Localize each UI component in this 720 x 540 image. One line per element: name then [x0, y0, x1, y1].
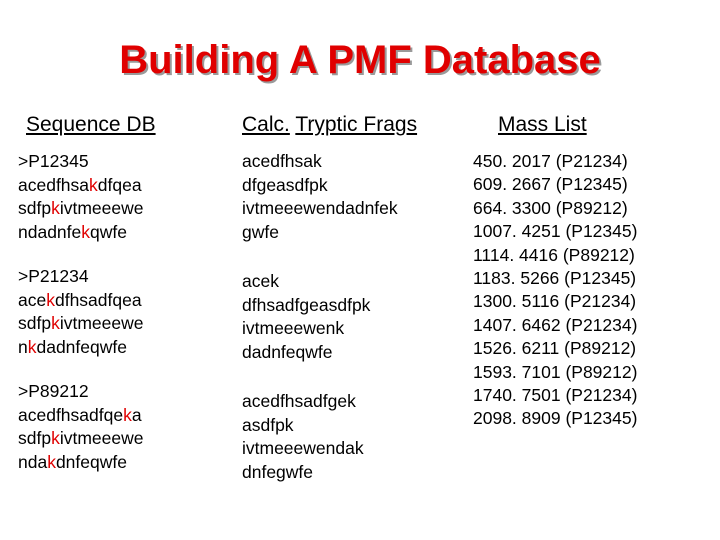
mass-entry: 450. 2017 (P21234) — [473, 151, 628, 171]
header-sequence-db-label: Sequence DB — [26, 113, 156, 136]
header-mass-list — [498, 113, 587, 137]
sequence-segment: nda — [18, 451, 48, 472]
mass-list-column — [473, 150, 637, 431]
fragment-line: dnfegwfe — [242, 461, 314, 482]
cleavage-site-k: k — [51, 428, 60, 448]
mass-entry: 1593. 7101 (P89212) — [473, 361, 638, 382]
header-tryptic-frags — [242, 113, 417, 137]
fragment-line: dadnfeqwfe — [242, 341, 333, 362]
sequence-line — [18, 336, 143, 360]
sequence-segment: ivtmeeewe — [59, 428, 144, 448]
mass-entry: 2098. 8909 (P12345) — [473, 408, 638, 429]
mass-entry: 1740. 7501 (P21234) — [473, 385, 638, 406]
sequence-segment: n — [18, 336, 28, 357]
mass-entry: 1007. 4251 (P12345) — [473, 221, 638, 242]
fragment-line: ivtmeeewendadnfek — [242, 198, 398, 218]
sequence-segment: acedfhsadfqe — [18, 404, 124, 425]
fragment-line: ivtmeeewendak — [242, 438, 364, 458]
sequence-segment: ace — [18, 289, 47, 310]
sequence-id: >P89212 — [18, 381, 89, 401]
sequence-entry — [18, 150, 143, 244]
sequence-segment: a — [131, 404, 142, 425]
sequence-line — [18, 174, 143, 198]
sequence-segment: dadnfeqwfe — [36, 336, 127, 357]
sequence-line — [18, 427, 143, 451]
cleavage-site-k: k — [81, 221, 91, 242]
cleavage-site-k: k — [46, 289, 55, 310]
sequence-line — [18, 404, 143, 428]
cleavage-site-k: k — [51, 198, 60, 218]
cleavage-site-k: k — [89, 174, 98, 195]
sequence-line — [18, 197, 143, 221]
fragment-line: acedfhsadfgek — [242, 391, 356, 411]
mass-entry: 1300. 5116 (P21234) — [473, 291, 637, 312]
sequence-entry — [18, 380, 143, 474]
sequence-segment: ndadnfe — [18, 221, 82, 242]
sequence-segment: qwfe — [90, 221, 127, 242]
sequence-line — [18, 451, 143, 475]
sequence-segment: dnfeqwfe — [55, 451, 127, 472]
sequence-line — [18, 221, 143, 245]
sequence-id: >P12345 — [18, 151, 89, 171]
sequence-segment: ivtmeeewe — [59, 313, 144, 333]
header-calc-label: Calc. — [242, 113, 290, 136]
fragment-group — [242, 390, 364, 484]
mass-entry: 1526. 6211 (P89212) — [473, 338, 637, 359]
sequence-segment: dfqea — [97, 174, 142, 195]
fragment-group — [242, 270, 370, 364]
mass-entry: 1114. 4416 (P89212) — [473, 244, 635, 265]
fragment-line: acedfhsak — [242, 151, 322, 171]
sequence-segment: dfhsadfqea — [54, 289, 142, 310]
header-mass-list-label: Mass List — [498, 113, 587, 136]
fragment-group — [242, 150, 398, 244]
mass-entry: 609. 2667 (P12345) — [473, 174, 628, 195]
mass-entry: 664. 3300 (P89212) — [473, 197, 628, 218]
sequence-line — [18, 312, 143, 336]
cleavage-site-k: k — [123, 404, 132, 425]
cleavage-site-k: k — [47, 451, 56, 472]
sequence-entry — [18, 265, 143, 359]
fragment-line: asdfpk — [242, 414, 294, 435]
mass-entry: 1407. 6462 (P21234) — [473, 314, 638, 335]
sequence-segment: sdfp — [18, 313, 52, 333]
fragment-line: gwfe — [242, 221, 279, 242]
sequence-segment: ivtmeeewe — [59, 198, 144, 218]
fragment-line: ivtmeeewenk — [242, 318, 345, 338]
header-sequence-db — [26, 113, 156, 137]
cleavage-site-k: k — [51, 313, 60, 333]
fragment-line: acek — [242, 271, 279, 291]
sequence-line — [18, 289, 143, 313]
cleavage-site-k: k — [27, 336, 37, 357]
sequence-segment: sdfp — [18, 428, 52, 448]
sequence-id: >P21234 — [18, 266, 89, 286]
fragment-line: dfhsadfgeasdfpk — [242, 294, 371, 315]
sequence-segment: sdfp — [18, 198, 52, 218]
sequence-segment: acedfhsa — [18, 174, 90, 195]
fragment-line: dfgeasdfpk — [242, 174, 328, 195]
slide-title: Building A PMF Database — [119, 38, 601, 82]
mass-entry: 1183. 5266 (P12345) — [473, 268, 637, 289]
header-tryptic-frags-label: Tryptic Frags — [295, 113, 418, 136]
